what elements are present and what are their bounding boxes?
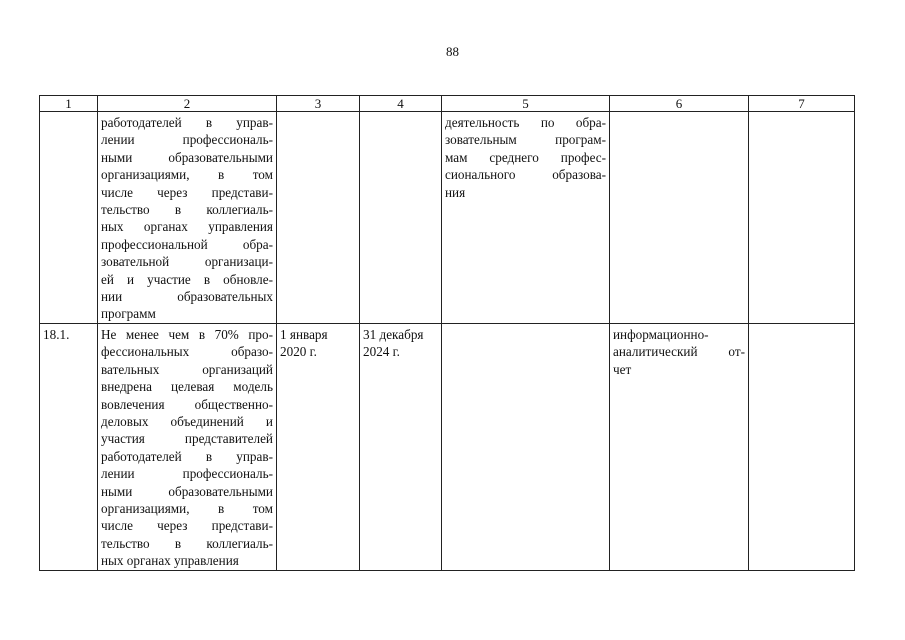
text-line: участия представителей [101,431,273,447]
text-line: мам среднего профес- [445,149,606,165]
text-line: деятельность по обра- [445,115,606,130]
text-line: деловых объединений и [101,413,273,429]
text-line: тельство в коллегиаль- [101,202,273,218]
page-number: 88 [446,44,459,59]
text-line: профессиональной обра- [101,236,273,252]
cell-col7 [749,323,855,570]
text-line: тельство в коллегиаль- [101,535,273,551]
cell-col5-text [442,112,610,324]
cell-number: 18.1. [40,323,98,570]
text-line: программ [101,306,156,322]
text-line: организациями, в том [101,500,273,516]
column-header-3: 3 [277,96,360,112]
text-line: организациями, в том [101,167,273,183]
cell-col5-text [442,323,610,570]
cell-end-date [360,112,442,324]
text-line: чет [613,361,632,377]
table-row-18-1 [40,323,855,570]
text-line: нии образовательных [101,289,273,305]
text-line: ных органах управления [101,553,239,569]
cell-result-type [610,323,749,570]
text-line: зовательным програм- [445,132,606,148]
cell-end-date [360,323,442,570]
table-header-row [40,96,855,112]
cell-start-date [277,112,360,324]
text-line: ния [445,184,466,200]
table-row-continuation [40,112,855,324]
text-line: фессиональных образо- [101,344,273,360]
cell-description [98,323,277,570]
text-line: зовательной организаци- [101,254,273,270]
cell-result-type [610,112,749,324]
column-header-7: 7 [749,96,855,112]
text-line: вовлечения общественно- [101,396,273,412]
cell-number [40,112,98,324]
text-line: ными образовательными [101,483,273,499]
text-line: числе через представи- [101,518,273,534]
column-header-5: 5 [442,96,610,112]
text-line: информационно- [613,326,709,342]
text-line: 31 декабря [363,326,424,342]
text-line: работодателей в управ- [101,448,273,464]
cell-col7 [749,112,855,324]
cell-start-date [277,323,360,570]
text-line: аналитический от- [613,344,745,360]
text-line: 2024 г. [363,344,400,360]
column-header-1: 1 [40,96,98,112]
text-line: ными образовательными [101,149,273,165]
text-line: 2020 г. [280,344,317,360]
text-line: ей и участие в обновле- [101,271,273,287]
column-header-2: 2 [98,96,277,112]
column-header-6: 6 [610,96,749,112]
text-line: 1 января [280,326,328,342]
text-line: числе через представи- [101,184,273,200]
text-line: сионального образова- [445,167,606,183]
text-line: ных органах управления [101,219,273,235]
document-table [39,95,855,571]
column-header-4: 4 [360,96,442,112]
cell-description [98,112,277,324]
text-line: работодателей в управ- [101,115,273,130]
text-line: внедрена целевая модель [101,379,273,395]
text-line: Не менее чем в 70% про- [101,326,273,342]
text-line: вательных организаций [101,361,273,377]
text-line: лении профессиональ- [101,132,273,148]
text-line: лении профессиональ- [101,466,273,482]
